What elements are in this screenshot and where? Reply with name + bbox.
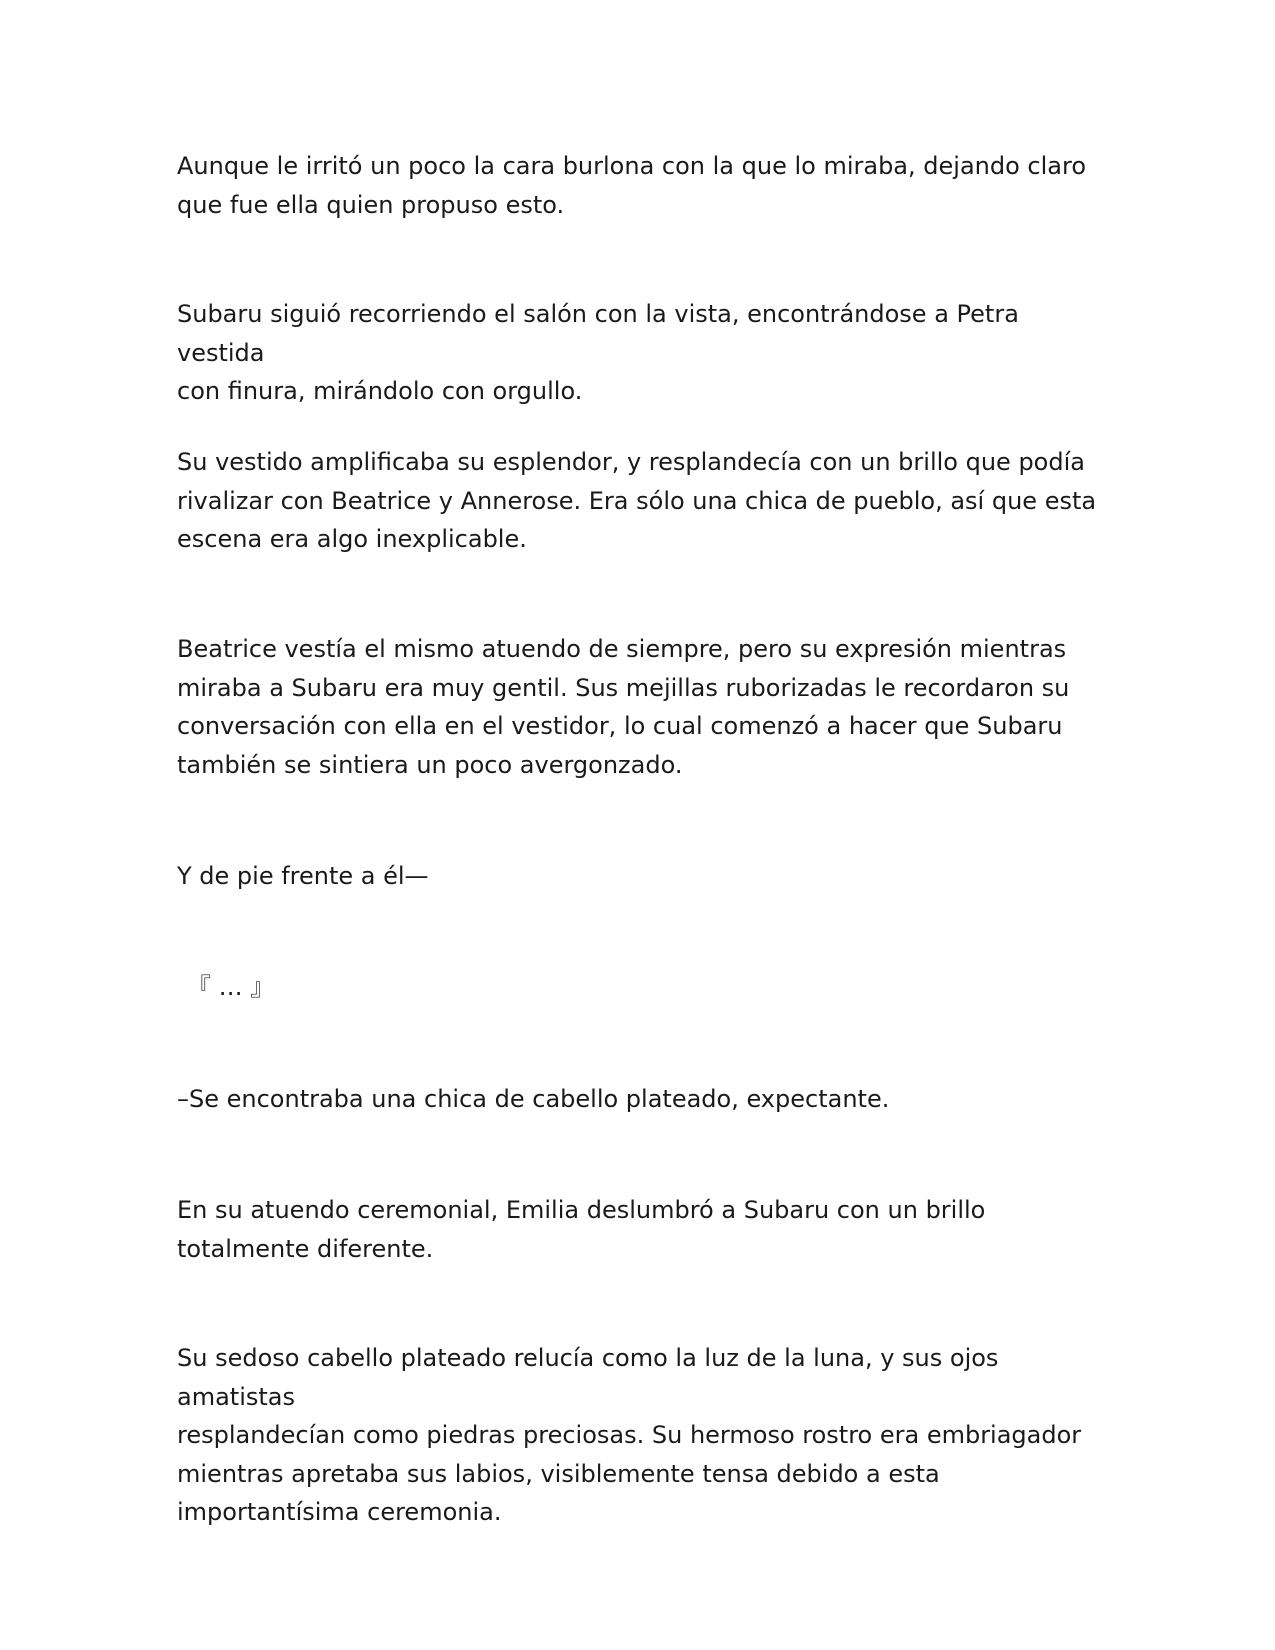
paragraph-7: –Se encontraba una chica de cabello plateado, expectante. [177, 1085, 890, 1113]
paragraph-5: Y de pie frente a él— [177, 862, 429, 890]
paragraph-1: Aunque le irritó un poco la cara burlona con la que lo miraba, dejando claro que fue ella quien propuso esto. [177, 152, 1086, 219]
paragraph-9: Su sedoso cabello plateado relucía como la luz de la luna, y sus ojos amatistas resplandecían como piedras preciosas. Su hermoso rostro era embriagador mientras apretaba sus labios, visiblemente tensa debido a esta importantísima ceremonia. [177, 1344, 1082, 1526]
dialogue-ellipsis: 『 … 』 [187, 973, 275, 1001]
paragraph-2: Subaru siguió recorriendo el salón con la vista, encontrándose a Petra vestida con finura, mirándolo con orgullo. [177, 300, 1019, 405]
paragraph-8: En su atuendo ceremonial, Emilia deslumbró a Subaru con un brillo totalmente diferente. [177, 1196, 986, 1263]
paragraph-4: Beatrice vestía el mismo atuendo de siempre, pero su expresión mientras miraba a Subaru era muy gentil. Sus mejillas ruborizadas le recordaron su conversación con ella en el vestidor, lo cual comenzó a hacer que Subaru también se sintiera un poco avergonzado. [177, 635, 1070, 779]
paragraph-3: Su vestido amplificaba su esplendor, y resplandecía con un brillo que podía rivalizar con Beatrice y Annerose. Era sólo una chica de pueblo, así que esta escena era algo inexplicable. [177, 448, 1097, 553]
